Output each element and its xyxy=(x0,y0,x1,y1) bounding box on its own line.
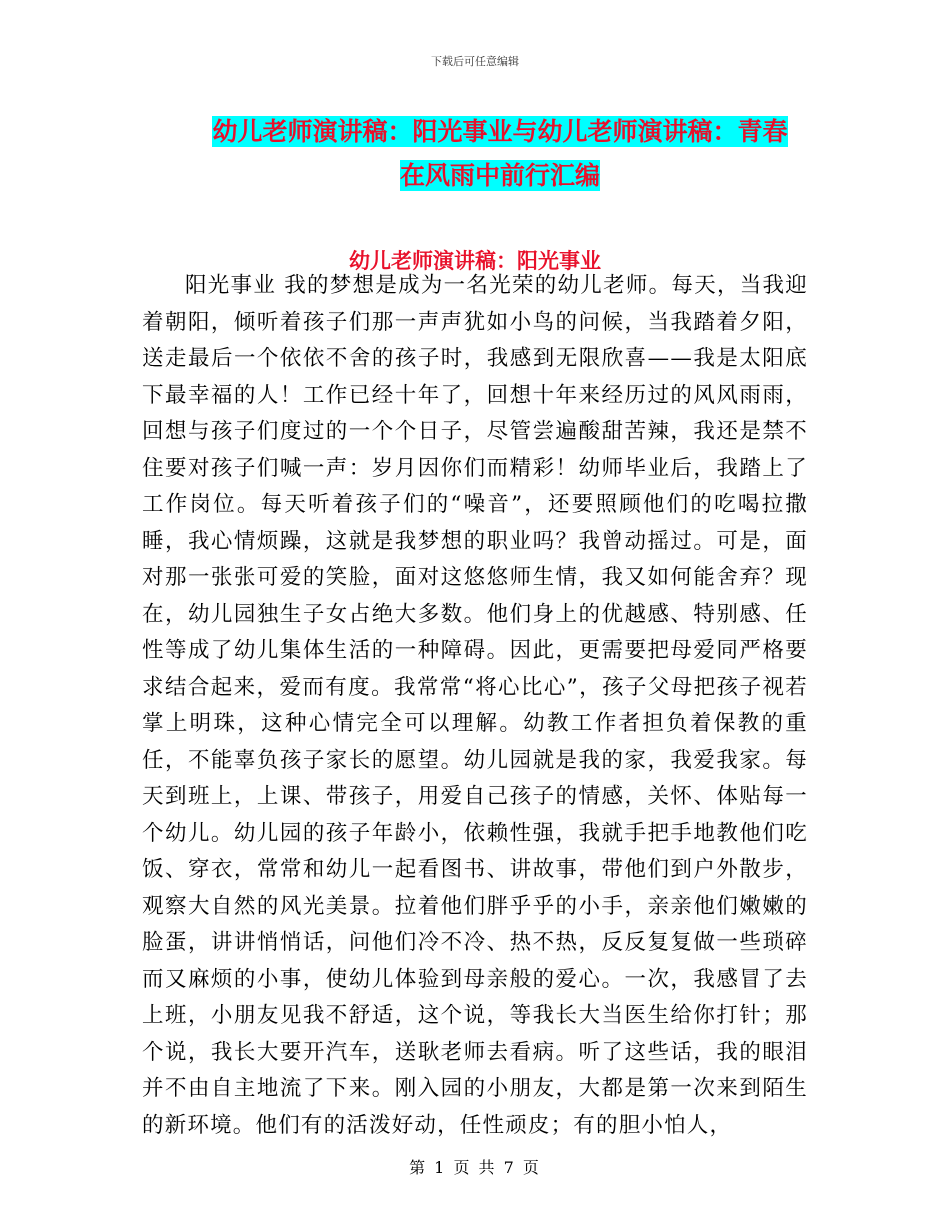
document-title-line2: 在风雨中前行汇编 xyxy=(399,161,600,190)
header-note: 下载后可任意编辑 xyxy=(431,55,519,68)
document-title-line1: 幼儿老师演讲稿：阳光事业与幼儿老师演讲稿：青春 xyxy=(212,117,788,146)
page-number: 第 1 页 共 7 页 xyxy=(409,1158,541,1177)
body-paragraph: 阳光事业 我的梦想是成为一名光荣的幼儿老师。每天，当我迎着朝阳，倾听着孩子们那一声声犹如小鸟的问候，当我踏着夕阳，送走最后一个依依不舍的孩子时，我感到无限欣喜——我是太阳底下最幸福的人！工作已经十年了，回想十年来经历过的风风雨雨，回想与孩子们度过的一个个日子，尽管尝遍酸甜苦辣，我还是禁不住要对孩子们喊一声：岁月因你们而精彩！幼师毕业后，我踏上了工作岗位。每天听着孩子们的“噪音”，还要照顾他们的吃喝拉撒睡，我心情烦躁，这就是我梦想的职业吗？我曾动摇过。可是，面对那一张张可爱的笑脸，面对这悠悠师生情，我又如何能舍弃？现在，幼儿园独生子女占绝大多数。他们身上的优越感、特别感、任性等成了幼儿集体生活的一种障碍。因此，更需要把母爱同严格要求结合起来，爱而有度。我常常“将心比心”，孩子父母把孩子视若掌上明珠，这种心情完全可以理解。幼教工作者担负着保教的重任，不能辜负孩子家长的愿望。幼儿园就是我的家，我爱我家。每天到班上，上课、带孩子，用爱自己孩子的情感，关怀、体贴每一个幼儿。幼儿园的孩子年龄小，依赖性强，我就手把手地教他们吃饭、穿衣，常常和幼儿一起看图书、讲故事，带他们到户外散步，观察大自然的风光美景。拉着他们胖乎乎的小手，亲亲他们嫩嫩的脸蛋，讲讲悄悄话，问他们冷不冷、热不热，反反复复做一些琐碎而又麻烦的小事，使幼儿体验到母亲般的爱心。一次，我感冒了去上班，小朋友见我不舒适，这个说，等我长大当医生给你打针；那个说，我长大要开汽车，送耿老师去看病。听了这些话，我的眼泪并不由自主地流了下来。刚入园的小朋友，大都是第一次来到陌生的新环境。他们有的活泼好动，任性顽皮；有的胆小怕人， xyxy=(142,273,808,1138)
document-title xyxy=(190,110,810,198)
section-title: 幼儿老师演讲稿：阳光事业 xyxy=(349,248,601,273)
